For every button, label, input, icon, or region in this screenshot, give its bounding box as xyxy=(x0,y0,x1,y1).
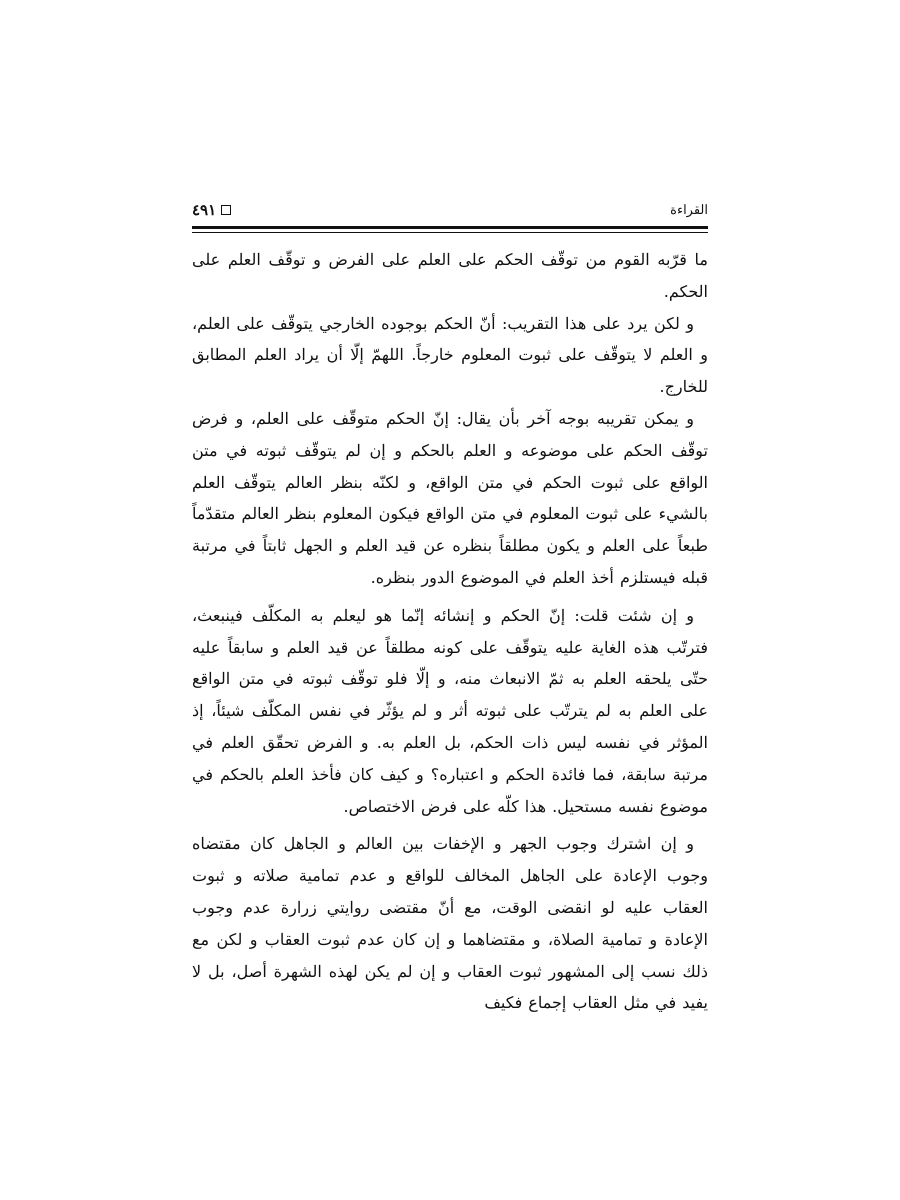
paragraph: و يمكن تقريبه بوجه آخر بأن يقال: إنّ الحكم متوقّف على العلم، و فرض توقّف الحكم على موضوعه و العلم بالحكم و إن لم يتوقّف ثبوته في متن الواقع على ثبوت الحكم في متن الواقع، و لكنّه بنظر العالم يتوقّف العلم بالشيء على ثبوت المعلوم في متن الواقع فيكون المعلوم بنظر العالم متقدّماً طبعاً على العلم و يكون مطلقاً بنظره عن قيد العلم و الجهل ثابتاً في مرتبة قبله فيستلزم أخذ العلم في الموضوع الدور بنظره. xyxy=(192,408,708,587)
page-number-group xyxy=(192,201,231,219)
header-divider-thin xyxy=(192,232,708,233)
paragraph: ما قرّبه القوم من توقّف الحكم على العلم على الفرض و توقّف العلم على الحكم. xyxy=(192,250,709,301)
chapter-title: القراءة xyxy=(670,202,708,218)
paragraph: و إن اشترك وجوب الجهر و الإخفات بين العالم و الجاهل كان مقتضاه وجوب الإعادة على الجاهل المخالف للواقع و عدم تمامية صلاته و ثبوت العقاب عليه لو انقضى الوقت، مع أنّ مقتضى روايتي زرارة عدم وجوب الإعادة و تمامية الصلاة، و مقتضاهما و إن كان عدم ثبوت العقاب و لكن مع ذلك نسب إلى المشهور ثبوت العقاب و إن لم يكن لهذه الشهرة أصل، بل لا يفيد في مثل العقاب إجماع فكيف xyxy=(192,834,708,1013)
paragraph: و لكن يرد على هذا التقريب: أنّ الحكم بوجوده الخارجي يتوقّف على العلم، و العلم لا يتوقّف على ثبوت المعلوم خارجاً. اللهمّ إلّا أن يراد العلم المطابق للخارج. xyxy=(192,313,708,397)
page-header xyxy=(192,198,708,222)
paragraph: و إن شئت قلت: إنّ الحكم و إنشائه إنّما هو ليعلم به المكلّف فينبعث، فترتّب هذه الغاية عليه يتوقّف على كونه مطلقاً عن قيد العلم و سابقاً عليه حتّى يلحقه العلم به ثمّ الانبعاث منه، و إلّا فلو توقّف ثبوته في متن الواقع على العلم به لم يترتّب على ثبوته أثر و لم يؤثّر في نفس المكلّف شيئاً، إذ المؤثر في نفسه ليس ذات الحكم، بل العلم به. و الفرض تحقّق العلم في مرتبة سابقة، فما فائدة الحكم و اعتباره؟ و كيف كان فأخذ العلم بالحكم في موضوع نفسه مستحيل. هذا كلّه على فرض الاختصاص. xyxy=(192,605,708,816)
header-divider-thick xyxy=(192,226,708,229)
square-outline-icon xyxy=(221,205,231,215)
page-number: ٤٩١ xyxy=(192,201,217,219)
body-text xyxy=(192,244,708,1019)
